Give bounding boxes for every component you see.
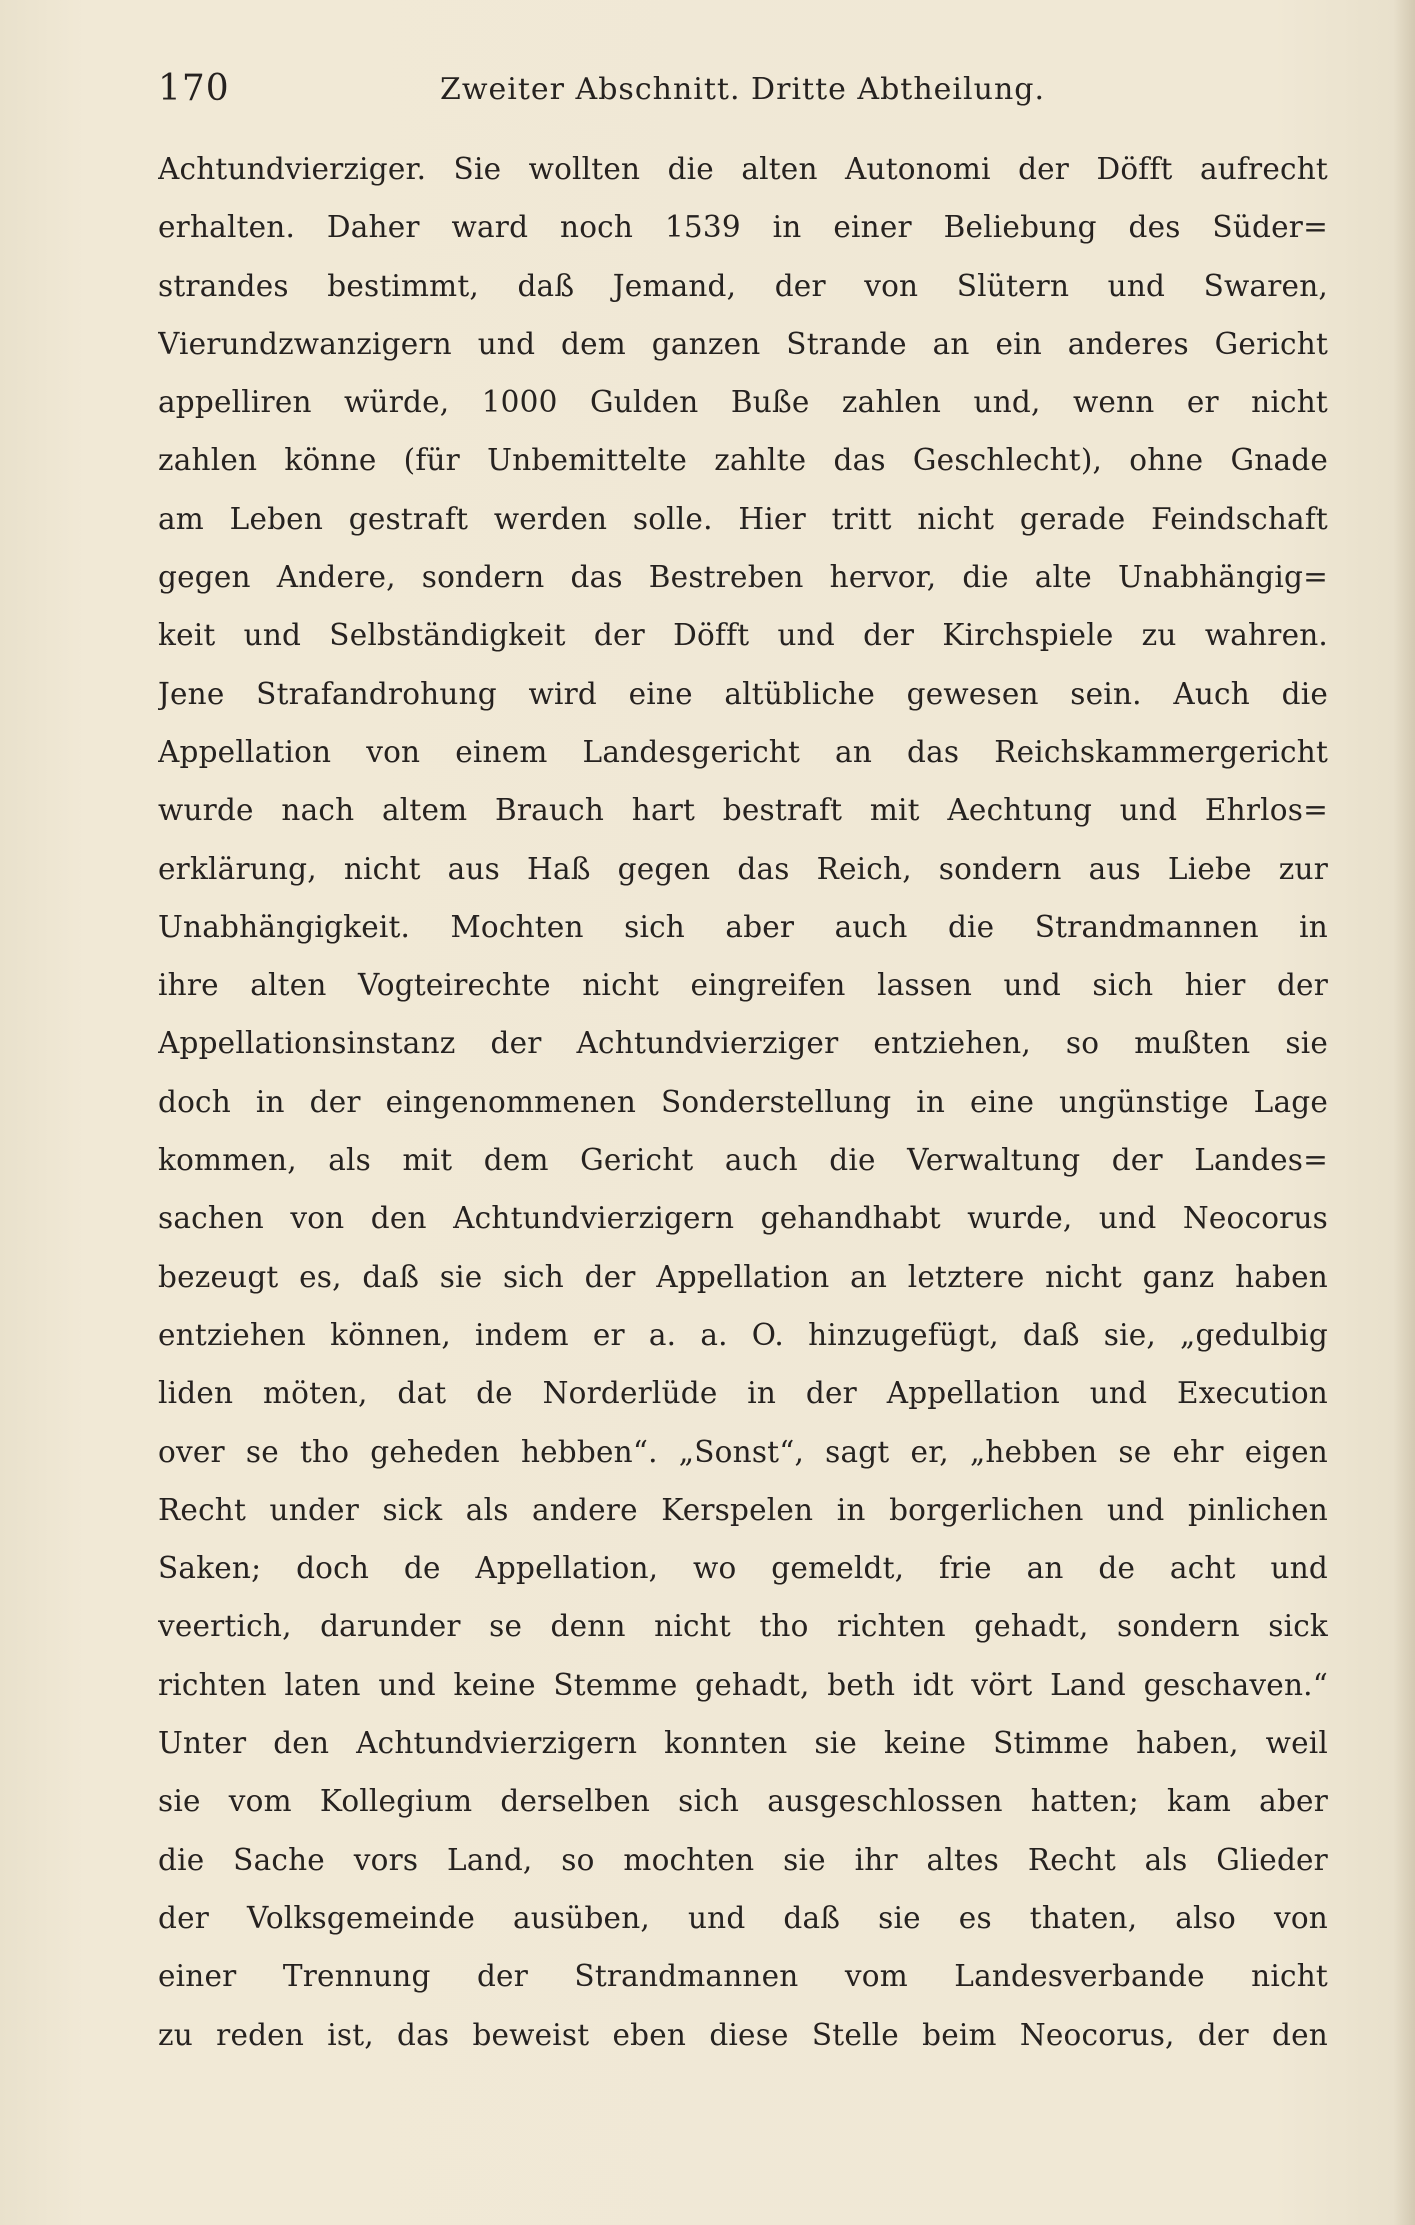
text-line: sachen von den Achtundvierzigern gehandhabt wurde, und Neocorus xyxy=(158,1201,1328,1236)
text-line: Jene Strafandrohung wird eine altübliche gewesen sein. Auch die xyxy=(158,676,1328,711)
text-line: entziehen können, indem er a. a. O. hinzugefügt, daß sie, „gedulbig xyxy=(158,1317,1328,1352)
text-line: Unter den Achtundvierzigern konnten sie keine Stimme haben, weil xyxy=(158,1726,1328,1761)
text-line: Appellation von einem Landesgericht an das Reichskammergericht xyxy=(158,734,1328,769)
text-line: over se tho geheden hebben“. „Sonst“, sagt er, „hebben se ehr eigen xyxy=(158,1434,1328,1469)
text-line: liden möten, dat de Norderlüde in der Appellation und Execution xyxy=(158,1376,1328,1411)
text-line: wurde nach altem Brauch hart bestraft mit Aechtung und Ehrlos= xyxy=(158,793,1328,828)
text-line: richten laten und keine Stemme gehadt, beth idt vört Land geschaven.“ xyxy=(158,1667,1328,1702)
text-line: Vierundzwanzigern und dem ganzen Strande an ein anderes Gericht xyxy=(158,326,1328,361)
text-line: keit und Selbständigkeit der Döfft und der Kirchspiele zu wahren. xyxy=(158,618,1328,653)
text-line: einer Trennung der Strandmannen vom Landesverbande nicht xyxy=(158,1959,1328,1994)
text-line: gegen Andere, sondern das Bestreben hervor, die alte Unabhängig= xyxy=(158,560,1328,595)
text-line: ihre alten Vogteirechte nicht eingreifen lassen und sich hier der xyxy=(158,968,1328,1003)
text-line: erklärung, nicht aus Haß gegen das Reich, sondern aus Liebe zur xyxy=(158,851,1328,886)
text-line: veertich, darunder se denn nicht tho richten gehadt, sondern sick xyxy=(158,1609,1328,1644)
text-line: der Volksgemeinde ausüben, und daß sie es thaten, also von xyxy=(158,1900,1328,1935)
text-line: doch in der eingenommenen Sonderstellung in eine ungünstige Lage xyxy=(158,1084,1328,1119)
text-line: strandes bestimmt, daß Jemand, der von Slütern und Swaren, xyxy=(158,268,1328,303)
text-line: Appellationsinstanz der Achtundvierziger entziehen, so mußten sie xyxy=(158,1026,1328,1061)
page-number: 170 xyxy=(158,68,230,109)
page-edge-shadow xyxy=(1393,0,1415,2225)
text-line: die Sache vors Land, so mochten sie ihr altes Recht als Glieder xyxy=(158,1842,1328,1877)
text-line: sie vom Kollegium derselben sich ausgeschlossen hatten; kam aber xyxy=(158,1784,1328,1819)
text-line: Unabhängigkeit. Mochten sich aber auch die Strandmannen in xyxy=(158,909,1328,944)
text-line: Achtundvierziger. Sie wollten die alten Autonomi der Döfft aufrecht xyxy=(158,152,1328,186)
text-line: Saken; doch de Appellation, wo gemeldt, frie an de acht und xyxy=(158,1551,1328,1586)
text-line: zahlen könne (für Unbemittelte zahlte das Geschlecht), ohne Gnade xyxy=(158,443,1328,478)
text-line: bezeugt es, daß sie sich der Appellation an letztere nicht ganz haben xyxy=(158,1259,1328,1294)
text-line: am Leben gestraft werden solle. Hier tritt nicht gerade Feindschaft xyxy=(158,501,1328,536)
text-line: kommen, als mit dem Gericht auch die Verwaltung der Landes= xyxy=(158,1143,1328,1178)
text-line: zu reden ist, das beweist eben diese Stelle beim Neocorus, der den xyxy=(158,2017,1328,2052)
text-line: Recht under sick als andere Kerspelen in borgerlichen und pinlichen xyxy=(158,1492,1328,1527)
page-header xyxy=(158,68,1328,122)
text-line: appelliren würde, 1000 Gulden Buße zahlen und, wenn er nicht xyxy=(158,385,1328,420)
body-text xyxy=(158,140,1328,2064)
running-head: Zweiter Abschnitt. Dritte Abtheilung. xyxy=(440,72,1046,107)
text-line: erhalten. Daher ward noch 1539 in einer Beliebung des Süder= xyxy=(158,210,1328,245)
